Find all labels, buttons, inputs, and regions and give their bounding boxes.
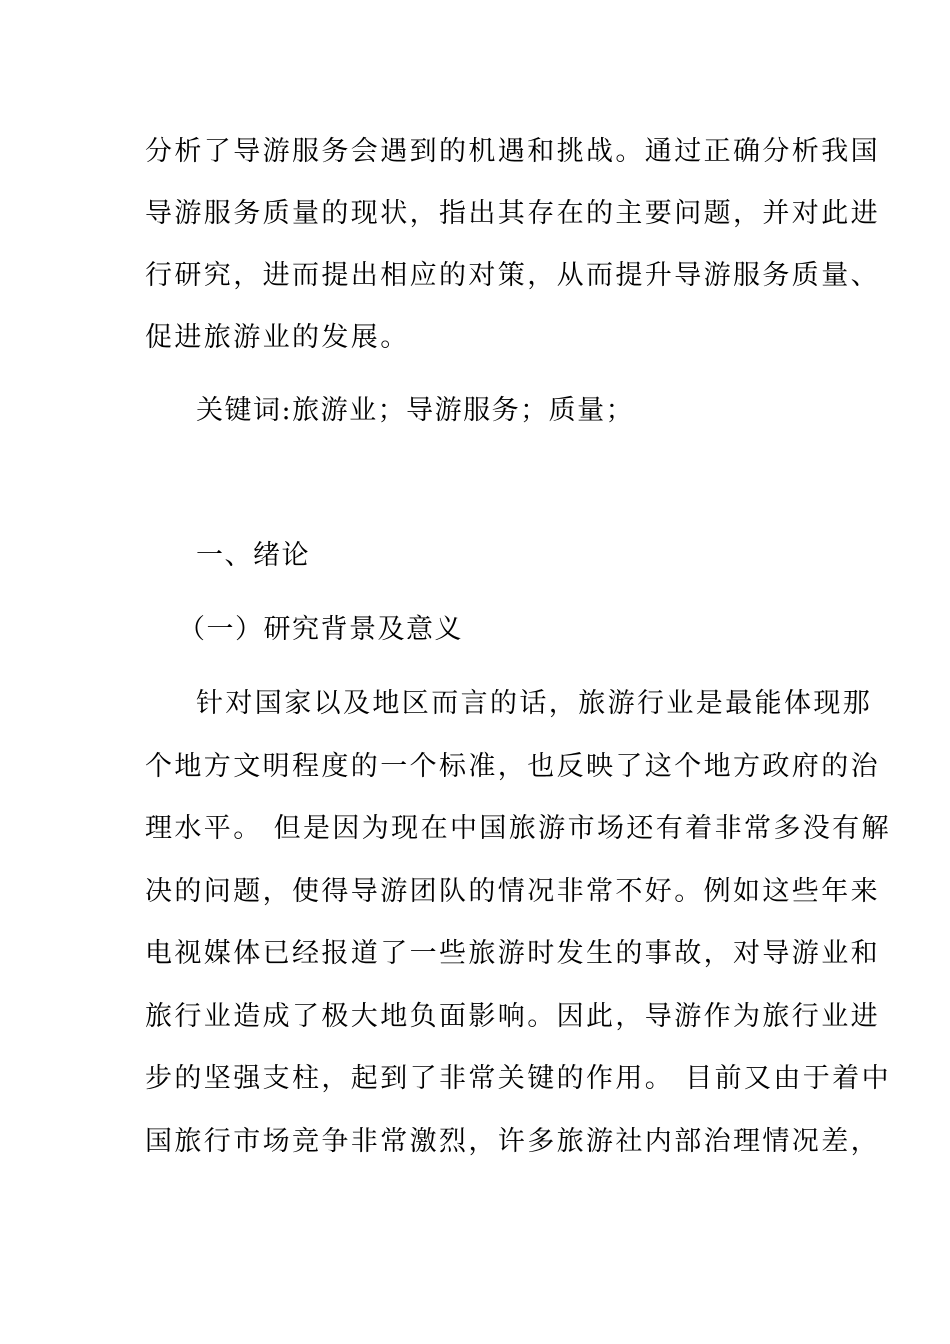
body-line-3: 理水平。 但是因为现在中国旅游市场还有着非常多没有解: [145, 813, 891, 844]
keywords-line: 关键词:旅游业；导游服务；质量；: [196, 395, 635, 426]
body-line-7: 步的坚强支柱，起到了非常关键的作用。 目前又由于着中: [145, 1063, 891, 1094]
body-line-8: 国旅行市场竞争非常激烈，许多旅游社内部治理情况差，: [145, 1126, 880, 1157]
abstract-line-2: 导游服务质量的现状，指出其存在的主要问题，并对此进: [145, 198, 880, 229]
body-line-4: 决的问题，使得导游团队的情况非常不好。例如这些年来: [145, 876, 880, 907]
abstract-line-4: 促进旅游业的发展。: [145, 322, 410, 353]
abstract-line-1: 分析了导游服务会遇到的机遇和挑战。通过正确分析我国: [145, 136, 880, 167]
body-line-5: 电视媒体已经报道了一些旅游时发生的事故，对导游业和: [145, 938, 880, 969]
body-line-1: 针对国家以及地区而言的话，旅游行业是最能体现那: [196, 688, 873, 719]
body-line-2: 个地方文明程度的一个标准，也反映了这个地方政府的治: [145, 751, 880, 782]
section-heading: 一、绪论: [196, 540, 310, 571]
subsection-heading: （一）研究背景及意义: [178, 614, 463, 645]
abstract-line-3: 行研究，进而提出相应的对策，从而提升导游服务质量、: [145, 260, 880, 291]
body-line-6: 旅行业造成了极大地负面影响。因此，导游作为旅行业进: [145, 1001, 880, 1032]
